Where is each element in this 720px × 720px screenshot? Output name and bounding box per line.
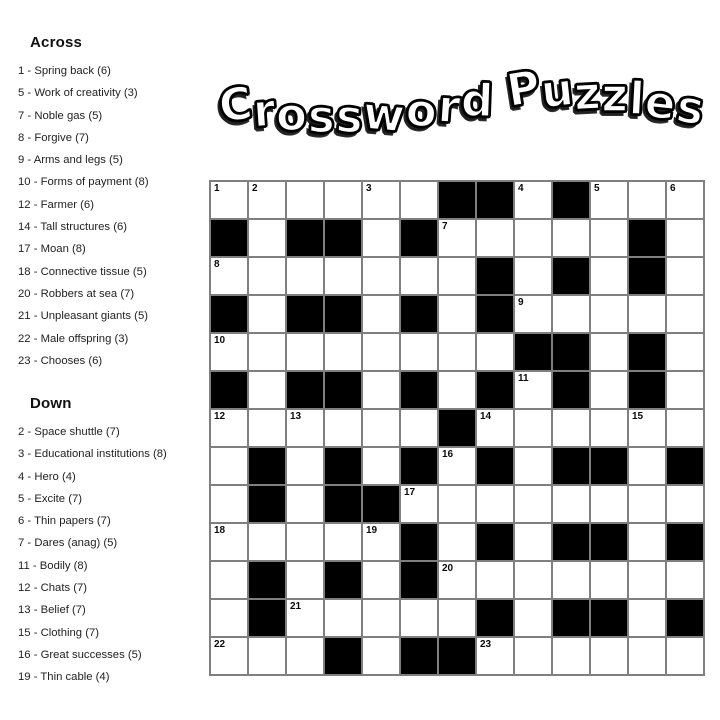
grid-cell[interactable] [400,257,438,295]
down-clue: 16 - Great successes (5) [18,648,142,661]
cell-number: 1 [214,183,220,194]
cell-number: 6 [670,183,676,194]
grid-cell[interactable] [324,523,362,561]
grid-cell[interactable] [324,257,362,295]
title-letter: u [538,62,576,119]
title-letter: w [361,86,408,143]
grid-cell[interactable] [438,561,476,599]
grid-cell[interactable] [552,219,590,257]
grid-cell-black [400,371,438,409]
down-clue: 13 - Belief (7) [18,604,86,617]
grid-cell[interactable] [628,485,666,523]
grid-cell[interactable] [210,181,248,219]
grid-cell[interactable] [324,409,362,447]
grid-cell[interactable] [438,523,476,561]
across-clue-list [18,60,213,372]
down-clue: 19 - Thin cable (4) [18,671,110,684]
title-letter: s [307,89,335,144]
grid-cell-black [248,561,286,599]
across-clues-section [18,34,213,372]
cell-number: 10 [214,335,226,346]
grid-cell[interactable] [210,257,248,295]
grid-cell-black [476,257,514,295]
down-clue: 7 - Dares (anag) (5) [18,537,118,550]
grid-cell[interactable] [666,333,704,371]
grid-cell-black [324,371,362,409]
grid-cell[interactable] [590,257,628,295]
across-clue: 8 - Forgive (7) [18,131,89,144]
grid-cell[interactable] [210,333,248,371]
grid-cell[interactable] [666,257,704,295]
grid-cell[interactable] [438,599,476,637]
grid-cell[interactable] [590,485,628,523]
grid-cell[interactable] [666,637,704,675]
grid-cell[interactable] [286,333,324,371]
grid-cell[interactable] [628,447,666,485]
grid-cell[interactable] [666,219,704,257]
grid-cell[interactable] [552,295,590,333]
across-clue: 17 - Moan (8) [18,243,86,256]
grid-cell[interactable] [362,181,400,219]
grid-cell-black [476,447,514,485]
grid-cell[interactable] [666,561,704,599]
grid-cell-black [400,447,438,485]
grid-cell[interactable] [286,637,324,675]
down-clue-list [18,421,213,689]
grid-cell[interactable] [590,409,628,447]
grid-cell[interactable] [666,295,704,333]
across-heading: Across [30,34,83,51]
grid-cell[interactable] [628,409,666,447]
across-clue: 10 - Forms of payment (8) [18,176,149,189]
across-clue: 21 - Unpleasant giants (5) [18,310,148,323]
grid-cell[interactable] [248,181,286,219]
grid-cell[interactable] [438,219,476,257]
cell-number: 4 [518,183,524,194]
grid-cell[interactable] [514,485,552,523]
grid-cell[interactable] [286,485,324,523]
cell-number: 18 [214,525,226,536]
grid-cell-black [362,485,400,523]
cell-number: 3 [366,183,372,194]
grid-cell[interactable] [248,409,286,447]
grid-cell[interactable] [476,637,514,675]
grid-cell[interactable] [438,485,476,523]
grid-cell[interactable] [210,485,248,523]
grid-cell[interactable] [362,599,400,637]
grid-cell[interactable] [590,181,628,219]
grid-cell[interactable] [248,371,286,409]
cell-number: 7 [442,221,448,232]
grid-cell[interactable] [362,447,400,485]
grid-cell-black [438,637,476,675]
grid-cell[interactable] [438,447,476,485]
grid-cell[interactable] [248,295,286,333]
title-letter: z [572,66,602,121]
grid-cell[interactable] [552,409,590,447]
grid-cell[interactable] [286,523,324,561]
grid-cell-black [590,599,628,637]
grid-cell[interactable] [362,371,400,409]
down-clue: 12 - Chats (7) [18,582,88,595]
grid-cell[interactable] [590,219,628,257]
grid-cell[interactable] [324,599,362,637]
grid-cell-black [590,447,628,485]
grid-cell-black [248,485,286,523]
grid-cell-black [286,295,324,333]
grid-cell[interactable] [210,409,248,447]
grid-cell[interactable] [476,219,514,257]
grid-cell[interactable] [514,257,552,295]
cell-number: 2 [252,183,258,194]
grid-cell[interactable] [400,333,438,371]
across-clue: 7 - Noble gas (5) [18,109,103,122]
down-clues-section [18,395,213,689]
title-letter: d [460,73,495,128]
grid-cell-black [324,561,362,599]
cell-number: 16 [442,449,454,460]
title-letter: P [503,59,545,118]
grid-cell[interactable] [362,333,400,371]
grid-cell[interactable] [666,409,704,447]
cell-number: 9 [518,297,524,308]
grid-cell[interactable] [362,257,400,295]
grid-cell-black [628,257,666,295]
across-clue: 5 - Work of creativity (3) [18,87,138,100]
title-letter: s [334,89,364,144]
down-clue: 5 - Excite (7) [18,492,83,505]
grid-cell[interactable] [628,599,666,637]
grid-cell[interactable] [476,485,514,523]
cell-number: 22 [214,639,226,650]
grid-cell[interactable] [438,371,476,409]
grid-cell-black [324,295,362,333]
cell-number: 12 [214,411,226,422]
grid-cell-black [400,219,438,257]
grid-cell[interactable] [438,257,476,295]
grid-cell[interactable] [628,181,666,219]
across-clue: 18 - Connective tissue (5) [18,265,147,278]
grid-cell[interactable] [590,295,628,333]
grid-cell-black [666,447,704,485]
grid-cell[interactable] [552,561,590,599]
grid-cell[interactable] [514,295,552,333]
grid-cell[interactable] [590,371,628,409]
cell-number: 17 [404,487,416,498]
grid-cell[interactable] [628,295,666,333]
grid-cell-black [552,523,590,561]
grid-cell[interactable] [286,409,324,447]
grid-cell[interactable] [514,219,552,257]
grid-cell-black [400,561,438,599]
grid-cell-black [628,333,666,371]
cell-number: 19 [366,525,378,536]
grid-cell[interactable] [362,409,400,447]
grid-cell[interactable] [400,181,438,219]
across-clue: 20 - Robbers at sea (7) [18,287,135,300]
grid-cell[interactable] [476,561,514,599]
cell-number: 15 [632,411,644,422]
grid-cell-black [514,333,552,371]
grid-cell[interactable] [286,561,324,599]
across-clue: 1 - Spring back (6) [18,65,111,77]
across-clue: 9 - Arms and legs (5) [18,154,123,167]
grid-cell[interactable] [286,257,324,295]
title-letter: l [627,71,646,126]
grid-cell[interactable] [628,637,666,675]
grid-cell[interactable] [552,485,590,523]
grid-cell[interactable] [514,447,552,485]
grid-cell[interactable] [324,333,362,371]
grid-cell[interactable] [362,561,400,599]
title-letter: e [642,74,679,131]
cell-number: 14 [480,411,492,422]
grid-cell[interactable] [628,561,666,599]
across-clue: 12 - Farmer (6) [18,198,94,211]
grid-cell[interactable] [476,333,514,371]
grid-cell-black [324,447,362,485]
grid-cell[interactable] [514,181,552,219]
cell-number: 8 [214,259,220,270]
grid-cell-black [552,181,590,219]
cell-number: 21 [290,601,302,612]
grid-cell-black [210,295,248,333]
cell-number: 11 [518,373,529,384]
title-letter: s [672,79,708,136]
grid-cell-black [210,371,248,409]
grid-cell[interactable] [590,637,628,675]
cell-number: 13 [290,411,302,422]
grid-cell[interactable] [248,637,286,675]
grid-cell[interactable] [210,447,248,485]
grid-cell-black [438,409,476,447]
grid-cell-black [324,219,362,257]
grid-cell-black [666,599,704,637]
grid-cell-black [666,523,704,561]
title-letter: r [435,79,462,134]
grid-cell-black [552,599,590,637]
grid-cell[interactable] [248,333,286,371]
grid-cell[interactable] [324,181,362,219]
grid-cell-black [476,295,514,333]
grid-cell-black [286,219,324,257]
grid-cell-black [590,523,628,561]
grid-cell[interactable] [666,485,704,523]
down-clue: 4 - Hero (4) [18,470,76,483]
grid-cell[interactable] [514,409,552,447]
grid-cell[interactable] [286,447,324,485]
grid-cell-black [476,599,514,637]
down-clue: 2 - Space shuttle (7) [18,426,120,438]
grid-cell[interactable] [210,637,248,675]
grid-cell-black [438,181,476,219]
grid-cell[interactable] [400,409,438,447]
grid-cell-black [400,523,438,561]
grid-cell[interactable] [628,523,666,561]
grid-cell-black [552,333,590,371]
grid-cell-black [324,485,362,523]
grid-cell[interactable] [590,333,628,371]
grid-cell[interactable] [362,637,400,675]
grid-cell[interactable] [514,371,552,409]
grid-cell[interactable] [362,295,400,333]
grid-cell[interactable] [666,181,704,219]
title-letter: o [275,87,308,142]
grid-cell-black [552,257,590,295]
grid-cell-black [324,637,362,675]
cell-number: 20 [442,563,454,574]
grid-cell[interactable] [552,637,590,675]
grid-cell[interactable] [514,561,552,599]
grid-cell[interactable] [400,485,438,523]
grid-cell-black [400,295,438,333]
title-letter: z [601,69,628,122]
grid-cell[interactable] [210,561,248,599]
grid-cell[interactable] [362,219,400,257]
across-clue: 14 - Tall structures (6) [18,221,128,234]
grid-cell[interactable] [248,219,286,257]
grid-cell[interactable] [514,599,552,637]
grid-cell-black [552,371,590,409]
grid-cell-black [476,523,514,561]
down-clue: 15 - Clothing (7) [18,626,99,639]
down-clue: 3 - Educational institutions (8) [18,448,167,461]
grid-cell-black [248,447,286,485]
grid-cell-black [248,599,286,637]
grid-cell-black [476,181,514,219]
down-heading: Down [30,395,72,412]
crossword-grid [209,180,705,676]
grid-cell[interactable] [400,599,438,637]
title-letter: r [250,83,277,138]
grid-cell-black [552,447,590,485]
puzzle-title [215,59,708,144]
grid-cell-black [476,371,514,409]
cell-number: 23 [480,639,492,650]
grid-cell[interactable] [248,257,286,295]
title-letter: C [215,76,255,133]
grid-cell[interactable] [514,523,552,561]
across-clue: 22 - Male offspring (3) [18,332,129,345]
down-clue: 11 - Bodily (8) [18,559,88,572]
grid-cell[interactable] [210,599,248,637]
grid-cell[interactable] [666,371,704,409]
grid-cell[interactable] [286,181,324,219]
grid-cell-black [286,371,324,409]
grid-cell-black [628,371,666,409]
grid-cell[interactable] [438,295,476,333]
grid-cell[interactable] [476,409,514,447]
grid-cell-black [400,637,438,675]
across-clue: 23 - Chooses (6) [18,354,103,367]
grid-cell[interactable] [514,637,552,675]
grid-cell[interactable] [248,523,286,561]
grid-cell-black [628,219,666,257]
grid-cell[interactable] [438,333,476,371]
grid-cell-black [210,219,248,257]
cell-number: 5 [594,183,600,194]
grid-cell[interactable] [362,523,400,561]
grid-cell[interactable] [286,599,324,637]
title-letter: o [403,82,440,139]
grid-cell[interactable] [590,561,628,599]
down-clue: 6 - Thin papers (7) [18,515,111,528]
grid-cell[interactable] [210,523,248,561]
